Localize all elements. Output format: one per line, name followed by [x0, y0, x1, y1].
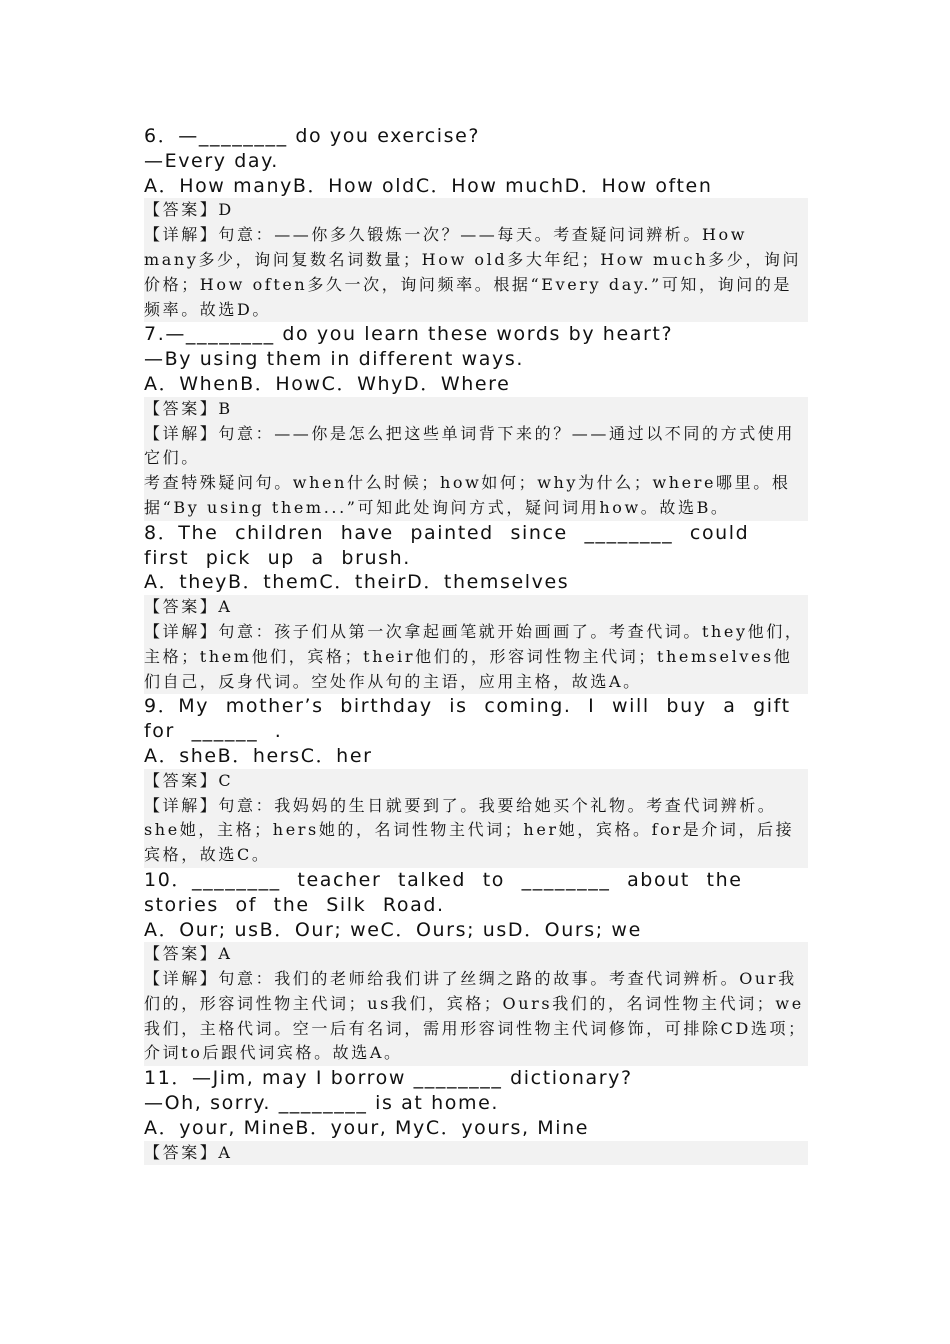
- answer-detail: 【详解】句意：孩子们从第一次拿起画笔就开始画画了。考查代词。they他们，主格；them他们，宾格；their他们的，形容词性物主代词；themselves他们自己，反身代词。空处作从句的主语，应用主格，故选A。: [144, 620, 808, 694]
- question-options: A．your, MineB．your, MyC．yours, Mine: [144, 1116, 590, 1139]
- answer-line: 【答案】C: [144, 769, 808, 794]
- question-options: A．How manyB．How oldC．How muchD．How often: [144, 174, 713, 197]
- question-11: [144, 1066, 808, 1165]
- question-stem: 8．The children have painted since ________ could first pick up a brush.: [144, 521, 750, 569]
- question-reply: —Every day.: [144, 149, 279, 172]
- question-options: A．Our; usB．Our; weC．Ours; usD．Ours; we: [144, 918, 642, 941]
- answer-line: 【答案】A: [144, 942, 808, 967]
- question-list: [144, 124, 808, 1165]
- question-stem: 9．My mother’s birthday is coming. I will buy a gift for ______ .: [144, 695, 791, 743]
- question-stem: 6．—________ do you exercise?: [144, 125, 481, 147]
- question-reply: —By using them in different ways.: [144, 348, 524, 371]
- answer-line: 【答案】A: [144, 1141, 808, 1166]
- answer-detail: 【详解】句意：——你多久锻炼一次？——每天。考查疑问词辨析。How many多少，询问复数名词数量；How old多大年纪；How much多少，询问价格；How often多久一次，询问频率。根据“Every day.”可知，询问的是频率。故选D。: [144, 223, 808, 322]
- question-stem: 7.—________ do you learn these words by heart?: [144, 323, 674, 346]
- answer-detail: 【详解】句意：我妈妈的生日就要到了。我要给她买个礼物。考查代词辨析。she她，主格；hers她的，名词性物主代词；her她，宾格。for是介词，后接宾格，故选C。: [144, 794, 808, 868]
- question-options: A．WhenB．HowC．WhyD．Where: [144, 372, 511, 395]
- answer-detail: 【详解】句意：我们的老师给我们讲了丝绸之路的故事。考查代词辨析。Our我们的，形容词性物主代词；us我们，宾格；Ours我们的，名词性物主代词；we我们，主格代词。空一后有名词，需用形容词性物主代词修饰，可排除CD选项；介词to后跟代词宾格。故选A。: [144, 967, 808, 1066]
- answer-line: 【答案】B: [144, 397, 808, 422]
- answer-line: 【答案】A: [144, 595, 808, 620]
- question-stem: 10．________ teacher talked to ________ about the stories of the Silk Road.: [144, 868, 743, 916]
- question-10: [144, 868, 808, 1066]
- question-stem: 11．—Jim, may I borrow ________ dictionary?: [144, 1067, 633, 1090]
- question-options: A．sheB．hersC．her: [144, 744, 373, 767]
- question-options: A．theyB．themC．theirD．themselves: [144, 571, 570, 594]
- question-9: [144, 694, 808, 868]
- answer-detail: 【详解】句意：——你是怎么把这些单词背下来的？——通过以不同的方式使用它们。: [144, 422, 808, 472]
- question-7: [144, 322, 808, 520]
- answer-line: 【答案】D: [144, 198, 808, 223]
- question-8: [144, 521, 808, 695]
- question-reply: —Oh, sorry. ________ is at home.: [144, 1092, 499, 1115]
- question-6: [144, 124, 808, 322]
- answer-detail-continued: 考查特殊疑问句。when什么时候；how如何；why为什么；where哪里。根据“By using them...”可知此处询问方式，疑问词用how。故选B。: [144, 471, 808, 521]
